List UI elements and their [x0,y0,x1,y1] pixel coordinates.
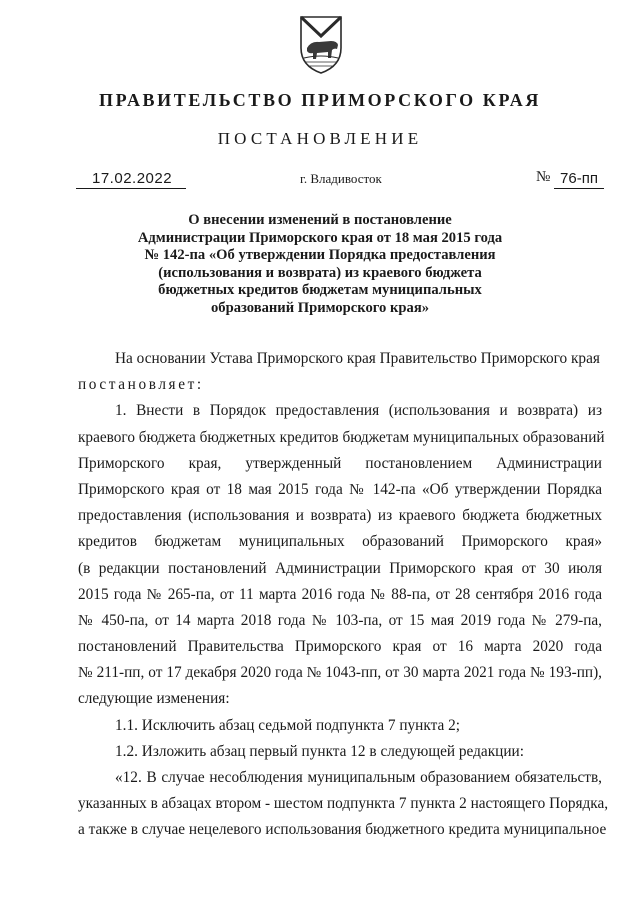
title-line: (использования и возврата) из краевого бюджета [158,264,482,281]
government-name: ПРАВИТЕЛЬСТВО ПРИМОРСКОГО КРАЯ [99,90,541,110]
body-line: а также в случае нецелевого использования бюджетного кредита муниципальное [78,821,607,839]
number-sign: № [536,169,551,185]
document-body [78,346,609,844]
body-line: 1. Внести в Порядок предоставления (использования и возврата) из [115,402,602,420]
title-line: № 142-па «Об утверждении Порядка предоставления [144,247,496,264]
body-line: краевого бюджета бюджетных кредитов бюджетам муниципальных образований [78,428,605,446]
body-line: указанных в абзацах втором - шестом подпункта 7 пункта 2 настоящего Порядка, [78,795,609,813]
body-line: № 450-па, от 14 марта 2018 года № 103-па, от 15 мая 2019 года № 279-па, [78,611,602,629]
body-line: (в редакции постановлений Администрации Приморского края от 30 июля [78,559,602,577]
document-type: ПОСТАНОВЛЕНИЕ [217,129,423,148]
body-line: На основании Устава Приморского края Правительство Приморского края [115,350,600,367]
title-line: О внесении изменений в постановление [188,212,452,228]
body-line: 1.1. Исключить абзац седьмой подпункта 7 пункта 2; [115,716,460,734]
body-line: «12. В случае несоблюдения муниципальным образованием обязательств, [115,769,602,786]
body-line: 2015 года № 265-па, от 11 марта 2016 года № 88-па, от 28 сентября 2016 года [78,585,602,603]
title-line: бюджетных кредитов бюджетам муниципальных [158,282,482,299]
body-line: № 211-пп, от 17 декабря 2020 года № 1043-пп, от 30 марта 2021 года № 193-пп), [78,664,602,682]
document-date: 17.02.2022 [76,170,186,189]
body-line: 1.2. Изложить абзац первый пункта 12 в следующей редакции: [115,742,524,760]
document-number: 76-пп [554,170,604,189]
body-line: Приморского края от 18 мая 2015 года № 142-па «Об утверждении Порядка [78,480,602,498]
body-line: предоставления (использования и возврата) из краевого бюджета бюджетных [78,507,602,525]
coat-of-arms-emblem [297,14,345,76]
body-line: постановляет: [78,376,204,394]
title-line: образований Приморского края» [210,299,430,316]
body-line: следующие изменения: [78,690,230,708]
document-city: г. Владивосток [300,171,382,186]
document-title [100,212,540,318]
body-line: постановлений Правительства Приморского края от 16 марта 2020 года [78,638,602,656]
title-line: Администрации Приморского края от 18 мая 2015 года [137,229,503,246]
body-line: Приморского края, утвержденный постановлением Администрации [78,454,602,472]
body-line: кредитов бюджетам муниципальных образований Приморского края» [78,533,602,551]
